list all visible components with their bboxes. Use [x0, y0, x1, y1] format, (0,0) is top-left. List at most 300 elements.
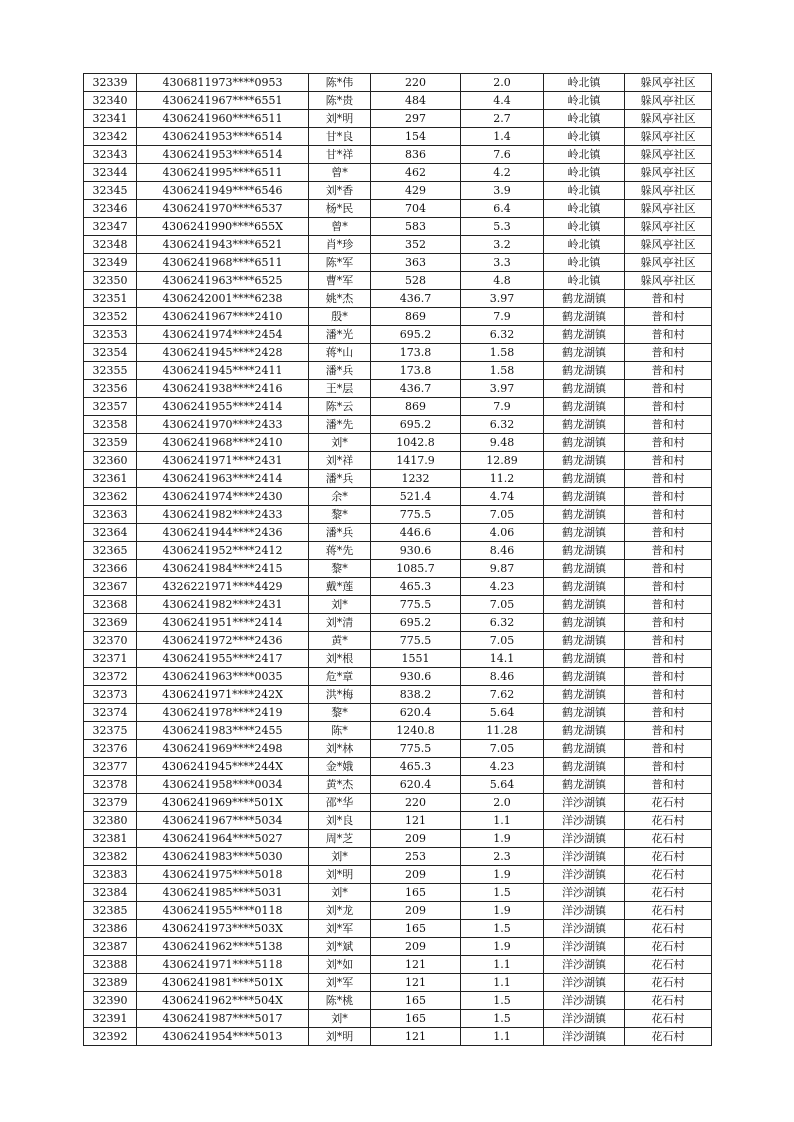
- cell-amount: 704: [371, 200, 461, 218]
- cell-amount: 121: [371, 974, 461, 992]
- cell-serial: 32358: [84, 416, 137, 434]
- cell-village: 普和村: [625, 722, 712, 740]
- cell-area: 4.23: [461, 758, 544, 776]
- table-row: [84, 560, 712, 578]
- table-row: [84, 200, 712, 218]
- cell-area: 7.6: [461, 146, 544, 164]
- cell-name: 戴*莲: [309, 578, 371, 596]
- cell-village: 花石村: [625, 992, 712, 1010]
- cell-amount: 869: [371, 308, 461, 326]
- cell-town: 鹤龙湖镇: [544, 560, 625, 578]
- cell-serial: 32355: [84, 362, 137, 380]
- cell-id-number: 4306241964****5027: [137, 830, 309, 848]
- cell-serial: 32374: [84, 704, 137, 722]
- table-row: [84, 488, 712, 506]
- cell-name: 曾*: [309, 164, 371, 182]
- cell-village: 普和村: [625, 434, 712, 452]
- cell-town: 鹤龙湖镇: [544, 596, 625, 614]
- cell-name: 王*层: [309, 380, 371, 398]
- cell-area: 5.64: [461, 776, 544, 794]
- table-row: [84, 218, 712, 236]
- cell-serial: 32346: [84, 200, 137, 218]
- cell-village: 花石村: [625, 1010, 712, 1028]
- cell-id-number: 4306241968****6511: [137, 254, 309, 272]
- cell-serial: 32379: [84, 794, 137, 812]
- cell-serial: 32356: [84, 380, 137, 398]
- cell-name: 刘*香: [309, 182, 371, 200]
- cell-town: 洋沙湖镇: [544, 992, 625, 1010]
- cell-amount: 121: [371, 956, 461, 974]
- table-row: [84, 668, 712, 686]
- cell-serial: 32351: [84, 290, 137, 308]
- cell-village: 普和村: [625, 290, 712, 308]
- cell-id-number: 4306241974****2454: [137, 326, 309, 344]
- cell-id-number: 4306241943****6521: [137, 236, 309, 254]
- cell-village: 花石村: [625, 884, 712, 902]
- cell-town: 鹤龙湖镇: [544, 542, 625, 560]
- cell-area: 8.46: [461, 668, 544, 686]
- cell-amount: 695.2: [371, 416, 461, 434]
- cell-village: 躲风亭社区: [625, 218, 712, 236]
- cell-serial: 32363: [84, 506, 137, 524]
- cell-area: 7.05: [461, 740, 544, 758]
- cell-id-number: 4306241970****2433: [137, 416, 309, 434]
- table-row: [84, 848, 712, 866]
- cell-village: 普和村: [625, 758, 712, 776]
- cell-serial: 32384: [84, 884, 137, 902]
- cell-serial: 32387: [84, 938, 137, 956]
- cell-area: 6.4: [461, 200, 544, 218]
- cell-village: 躲风亭社区: [625, 92, 712, 110]
- cell-village: 躲风亭社区: [625, 110, 712, 128]
- cell-village: 普和村: [625, 704, 712, 722]
- cell-town: 鹤龙湖镇: [544, 398, 625, 416]
- table-row: [84, 920, 712, 938]
- table-row: [84, 812, 712, 830]
- cell-village: 普和村: [625, 326, 712, 344]
- cell-id-number: 4306241945****244X: [137, 758, 309, 776]
- cell-town: 鹤龙湖镇: [544, 668, 625, 686]
- cell-name: 周*芝: [309, 830, 371, 848]
- cell-serial: 32383: [84, 866, 137, 884]
- cell-village: 普和村: [625, 308, 712, 326]
- table-row: [84, 938, 712, 956]
- cell-id-number: 4306241953****6514: [137, 128, 309, 146]
- cell-village: 普和村: [625, 398, 712, 416]
- cell-name: 刘*军: [309, 920, 371, 938]
- cell-amount: 253: [371, 848, 461, 866]
- table-row: [84, 452, 712, 470]
- table-row: [84, 128, 712, 146]
- table-row: [84, 542, 712, 560]
- cell-name: 陈*贵: [309, 92, 371, 110]
- cell-serial: 32373: [84, 686, 137, 704]
- cell-id-number: 4306241969****501X: [137, 794, 309, 812]
- cell-area: 5.64: [461, 704, 544, 722]
- table-row: [84, 956, 712, 974]
- cell-serial: 32367: [84, 578, 137, 596]
- cell-serial: 32344: [84, 164, 137, 182]
- cell-area: 2.7: [461, 110, 544, 128]
- table-row: [84, 236, 712, 254]
- cell-id-number: 4306241971****242X: [137, 686, 309, 704]
- cell-serial: 32354: [84, 344, 137, 362]
- cell-id-number: 4306241983****5030: [137, 848, 309, 866]
- table-row: [84, 992, 712, 1010]
- cell-village: 普和村: [625, 632, 712, 650]
- cell-amount: 583: [371, 218, 461, 236]
- cell-id-number: 4306241970****6537: [137, 200, 309, 218]
- cell-serial: 32370: [84, 632, 137, 650]
- cell-town: 鹤龙湖镇: [544, 740, 625, 758]
- cell-amount: 173.8: [371, 362, 461, 380]
- cell-amount: 165: [371, 920, 461, 938]
- cell-amount: 121: [371, 812, 461, 830]
- cell-amount: 695.2: [371, 326, 461, 344]
- table-row: [84, 758, 712, 776]
- cell-village: 花石村: [625, 938, 712, 956]
- cell-town: 鹤龙湖镇: [544, 650, 625, 668]
- cell-id-number: 4306241967****5034: [137, 812, 309, 830]
- cell-name: 黎*: [309, 506, 371, 524]
- cell-amount: 209: [371, 830, 461, 848]
- cell-area: 1.9: [461, 866, 544, 884]
- cell-name: 蒋*山: [309, 344, 371, 362]
- cell-town: 洋沙湖镇: [544, 1028, 625, 1046]
- cell-area: 1.9: [461, 830, 544, 848]
- cell-town: 岭北镇: [544, 254, 625, 272]
- cell-town: 洋沙湖镇: [544, 830, 625, 848]
- cell-area: 2.0: [461, 794, 544, 812]
- cell-amount: 154: [371, 128, 461, 146]
- cell-name: 潘*先: [309, 416, 371, 434]
- cell-name: 刘*根: [309, 650, 371, 668]
- cell-name: 洪*梅: [309, 686, 371, 704]
- cell-id-number: 4306241967****6551: [137, 92, 309, 110]
- cell-name: 刘*林: [309, 740, 371, 758]
- table-row: [84, 254, 712, 272]
- cell-serial: 32390: [84, 992, 137, 1010]
- cell-serial: 32386: [84, 920, 137, 938]
- cell-serial: 32357: [84, 398, 137, 416]
- cell-town: 岭北镇: [544, 272, 625, 290]
- table-row: [84, 776, 712, 794]
- cell-area: 1.5: [461, 884, 544, 902]
- cell-area: 6.32: [461, 416, 544, 434]
- cell-id-number: 4306241971****2431: [137, 452, 309, 470]
- cell-area: 6.32: [461, 326, 544, 344]
- cell-village: 普和村: [625, 686, 712, 704]
- cell-village: 躲风亭社区: [625, 272, 712, 290]
- table-row: [84, 398, 712, 416]
- cell-town: 鹤龙湖镇: [544, 488, 625, 506]
- cell-amount: 620.4: [371, 776, 461, 794]
- cell-village: 普和村: [625, 524, 712, 542]
- cell-id-number: 4306241995****6511: [137, 164, 309, 182]
- cell-town: 鹤龙湖镇: [544, 470, 625, 488]
- cell-serial: 32377: [84, 758, 137, 776]
- cell-amount: 436.7: [371, 380, 461, 398]
- cell-serial: 32360: [84, 452, 137, 470]
- cell-area: 1.1: [461, 956, 544, 974]
- cell-id-number: 4306241949****6546: [137, 182, 309, 200]
- cell-town: 鹤龙湖镇: [544, 362, 625, 380]
- cell-amount: 436.7: [371, 290, 461, 308]
- cell-town: 鹤龙湖镇: [544, 776, 625, 794]
- cell-id-number: 4306241958****0034: [137, 776, 309, 794]
- cell-serial: 32375: [84, 722, 137, 740]
- cell-amount: 775.5: [371, 740, 461, 758]
- cell-area: 11.2: [461, 470, 544, 488]
- cell-town: 岭北镇: [544, 236, 625, 254]
- cell-town: 洋沙湖镇: [544, 812, 625, 830]
- cell-id-number: 4306241955****2414: [137, 398, 309, 416]
- cell-area: 2.3: [461, 848, 544, 866]
- cell-serial: 32362: [84, 488, 137, 506]
- cell-name: 黄*: [309, 632, 371, 650]
- cell-amount: 173.8: [371, 344, 461, 362]
- cell-id-number: 4306241987****5017: [137, 1010, 309, 1028]
- cell-village: 普和村: [625, 470, 712, 488]
- cell-name: 潘*光: [309, 326, 371, 344]
- cell-name: 黎*: [309, 704, 371, 722]
- cell-serial: 32349: [84, 254, 137, 272]
- cell-id-number: 4306241938****2416: [137, 380, 309, 398]
- cell-amount: 521.4: [371, 488, 461, 506]
- cell-village: 花石村: [625, 902, 712, 920]
- cell-amount: 209: [371, 866, 461, 884]
- cell-area: 3.97: [461, 380, 544, 398]
- cell-village: 普和村: [625, 506, 712, 524]
- cell-id-number: 4306241955****2417: [137, 650, 309, 668]
- cell-village: 躲风亭社区: [625, 236, 712, 254]
- cell-id-number: 4306241962****5138: [137, 938, 309, 956]
- cell-id-number: 4306241954****5013: [137, 1028, 309, 1046]
- cell-amount: 836: [371, 146, 461, 164]
- cell-area: 7.9: [461, 398, 544, 416]
- table-body: [84, 74, 712, 1046]
- cell-town: 鹤龙湖镇: [544, 290, 625, 308]
- cell-area: 4.06: [461, 524, 544, 542]
- cell-id-number: 4306241945****2428: [137, 344, 309, 362]
- cell-area: 4.8: [461, 272, 544, 290]
- table-row: [84, 182, 712, 200]
- cell-name: 陈*云: [309, 398, 371, 416]
- cell-town: 鹤龙湖镇: [544, 452, 625, 470]
- table-row: [84, 146, 712, 164]
- cell-town: 岭北镇: [544, 146, 625, 164]
- cell-village: 躲风亭社区: [625, 146, 712, 164]
- cell-town: 洋沙湖镇: [544, 902, 625, 920]
- table-row: [84, 704, 712, 722]
- table-row: [84, 380, 712, 398]
- cell-serial: 32361: [84, 470, 137, 488]
- cell-amount: 429: [371, 182, 461, 200]
- cell-town: 鹤龙湖镇: [544, 506, 625, 524]
- cell-id-number: 4306241971****5118: [137, 956, 309, 974]
- table-row: [84, 470, 712, 488]
- table-row: [84, 578, 712, 596]
- table-row: [84, 362, 712, 380]
- cell-village: 普和村: [625, 596, 712, 614]
- cell-serial: 32380: [84, 812, 137, 830]
- cell-town: 鹤龙湖镇: [544, 758, 625, 776]
- cell-name: 杨*民: [309, 200, 371, 218]
- cell-serial: 32381: [84, 830, 137, 848]
- cell-town: 洋沙湖镇: [544, 1010, 625, 1028]
- table-row: [84, 434, 712, 452]
- cell-village: 花石村: [625, 794, 712, 812]
- cell-town: 鹤龙湖镇: [544, 308, 625, 326]
- cell-name: 刘*: [309, 884, 371, 902]
- cell-amount: 930.6: [371, 668, 461, 686]
- cell-village: 普和村: [625, 344, 712, 362]
- data-sheet: [83, 73, 712, 1046]
- cell-village: 花石村: [625, 866, 712, 884]
- cell-name: 姚*杰: [309, 290, 371, 308]
- cell-id-number: 4306242001****6238: [137, 290, 309, 308]
- cell-id-number: 4306241981****501X: [137, 974, 309, 992]
- cell-area: 1.58: [461, 362, 544, 380]
- cell-amount: 220: [371, 74, 461, 92]
- cell-serial: 32389: [84, 974, 137, 992]
- table-row: [84, 722, 712, 740]
- cell-amount: 297: [371, 110, 461, 128]
- cell-name: 陈*军: [309, 254, 371, 272]
- cell-id-number: 4306241974****2430: [137, 488, 309, 506]
- cell-amount: 446.6: [371, 524, 461, 542]
- cell-name: 曹*军: [309, 272, 371, 290]
- cell-area: 1.5: [461, 1010, 544, 1028]
- cell-id-number: 4306241951****2414: [137, 614, 309, 632]
- cell-village: 躲风亭社区: [625, 164, 712, 182]
- cell-name: 刘*如: [309, 956, 371, 974]
- cell-village: 普和村: [625, 542, 712, 560]
- cell-serial: 32368: [84, 596, 137, 614]
- cell-town: 鹤龙湖镇: [544, 704, 625, 722]
- cell-id-number: 4306241944****2436: [137, 524, 309, 542]
- cell-id-number: 4306241963****6525: [137, 272, 309, 290]
- cell-name: 蒋*先: [309, 542, 371, 560]
- cell-town: 鹤龙湖镇: [544, 326, 625, 344]
- table-row: [84, 596, 712, 614]
- cell-town: 洋沙湖镇: [544, 974, 625, 992]
- cell-area: 11.28: [461, 722, 544, 740]
- cell-id-number: 4306241985****5031: [137, 884, 309, 902]
- cell-id-number: 4306241982****2433: [137, 506, 309, 524]
- cell-id-number: 4306241945****2411: [137, 362, 309, 380]
- cell-id-number: 4306241982****2431: [137, 596, 309, 614]
- cell-area: 1.1: [461, 974, 544, 992]
- cell-area: 7.9: [461, 308, 544, 326]
- cell-area: 1.1: [461, 812, 544, 830]
- cell-name: 刘*: [309, 848, 371, 866]
- cell-amount: 209: [371, 902, 461, 920]
- table-row: [84, 416, 712, 434]
- cell-amount: 352: [371, 236, 461, 254]
- cell-serial: 32366: [84, 560, 137, 578]
- table-row: [84, 326, 712, 344]
- table-row: [84, 974, 712, 992]
- cell-village: 普和村: [625, 650, 712, 668]
- cell-id-number: 4306241969****2498: [137, 740, 309, 758]
- cell-name: 余*: [309, 488, 371, 506]
- cell-id-number: 4306241953****6514: [137, 146, 309, 164]
- cell-amount: 363: [371, 254, 461, 272]
- cell-town: 鹤龙湖镇: [544, 722, 625, 740]
- cell-serial: 32352: [84, 308, 137, 326]
- cell-village: 普和村: [625, 488, 712, 506]
- cell-village: 花石村: [625, 830, 712, 848]
- cell-name: 甘*祥: [309, 146, 371, 164]
- cell-village: 普和村: [625, 560, 712, 578]
- cell-area: 9.48: [461, 434, 544, 452]
- cell-area: 8.46: [461, 542, 544, 560]
- cell-name: 刘*斌: [309, 938, 371, 956]
- cell-village: 普和村: [625, 380, 712, 398]
- cell-name: 潘*兵: [309, 362, 371, 380]
- cell-name: 刘*明: [309, 1028, 371, 1046]
- cell-serial: 32353: [84, 326, 137, 344]
- cell-town: 洋沙湖镇: [544, 794, 625, 812]
- cell-name: 危*章: [309, 668, 371, 686]
- table-row: [84, 794, 712, 812]
- cell-amount: 869: [371, 398, 461, 416]
- cell-name: 潘*兵: [309, 470, 371, 488]
- cell-town: 岭北镇: [544, 218, 625, 236]
- cell-town: 岭北镇: [544, 128, 625, 146]
- table-row: [84, 884, 712, 902]
- cell-amount: 1417.9: [371, 452, 461, 470]
- cell-id-number: 4306241984****2415: [137, 560, 309, 578]
- cell-name: 金*娥: [309, 758, 371, 776]
- cell-name: 刘*军: [309, 974, 371, 992]
- cell-serial: 32372: [84, 668, 137, 686]
- table-row: [84, 74, 712, 92]
- cell-village: 躲风亭社区: [625, 200, 712, 218]
- cell-amount: 1551: [371, 650, 461, 668]
- cell-village: 花石村: [625, 920, 712, 938]
- cell-id-number: 4306241983****2455: [137, 722, 309, 740]
- cell-amount: 838.2: [371, 686, 461, 704]
- cell-area: 4.4: [461, 92, 544, 110]
- cell-amount: 620.4: [371, 704, 461, 722]
- cell-area: 3.2: [461, 236, 544, 254]
- cell-name: 刘*祥: [309, 452, 371, 470]
- cell-village: 普和村: [625, 452, 712, 470]
- cell-amount: 775.5: [371, 506, 461, 524]
- cell-village: 躲风亭社区: [625, 128, 712, 146]
- cell-town: 鹤龙湖镇: [544, 578, 625, 596]
- cell-amount: 1042.8: [371, 434, 461, 452]
- table-row: [84, 110, 712, 128]
- cell-village: 普和村: [625, 416, 712, 434]
- cell-town: 洋沙湖镇: [544, 866, 625, 884]
- cell-serial: 32391: [84, 1010, 137, 1028]
- cell-name: 曾*: [309, 218, 371, 236]
- cell-name: 刘*清: [309, 614, 371, 632]
- cell-name: 刘*: [309, 434, 371, 452]
- cell-village: 普和村: [625, 668, 712, 686]
- table-row: [84, 1010, 712, 1028]
- cell-area: 1.9: [461, 938, 544, 956]
- cell-id-number: 4306241978****2419: [137, 704, 309, 722]
- table-row: [84, 866, 712, 884]
- table-row: [84, 614, 712, 632]
- cell-id-number: 4306241973****503X: [137, 920, 309, 938]
- cell-serial: 32339: [84, 74, 137, 92]
- cell-area: 1.5: [461, 992, 544, 1010]
